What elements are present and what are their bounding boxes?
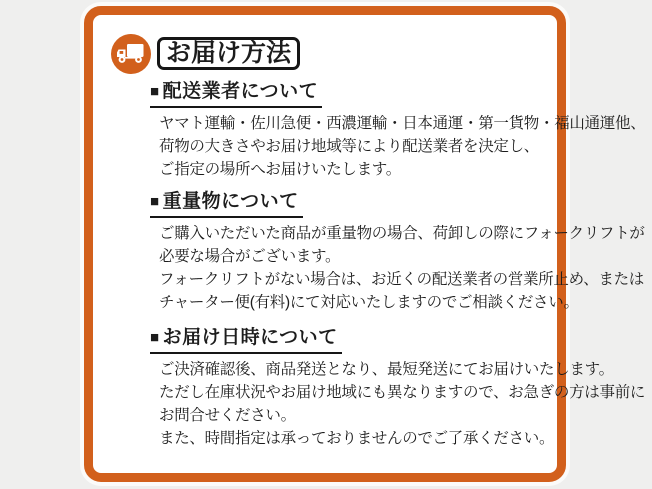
section-delivery-datetime: [150, 327, 646, 450]
section-heavy-items-body: [159, 222, 645, 314]
body-line: ご指定の場所へお届けいたします。: [159, 161, 401, 178]
section-carriers-body: [159, 112, 646, 181]
body-line: ヤマト運輸・佐川急便・西濃運輸・日本通運・第一貨物・福山通運他、: [159, 115, 646, 132]
body-line: ご決済確認後、商品発送となり、最短発送にてお届けいたします。: [159, 361, 614, 378]
section-carriers-title: 配送業者について: [162, 81, 319, 102]
section-delivery-datetime-heading: [150, 327, 342, 354]
body-line: ご購入いただいた商品が重量物の場合、荷卸しの際にフォークリフトが: [159, 225, 645, 242]
body-line: フォークリフトがない場合は、お近くの配送業者の営業所止め、または: [159, 271, 645, 288]
page-title-box: [157, 37, 300, 70]
truck-icon: [111, 34, 151, 74]
section-heavy-items: [150, 191, 645, 314]
body-line: 荷物の大きさやお届け地域等により配送業者を決定し、: [159, 138, 540, 155]
square-bullet-icon: ■: [150, 329, 160, 346]
section-heavy-items-title: 重量物について: [162, 191, 299, 212]
card-inner: [93, 15, 646, 473]
square-bullet-icon: ■: [150, 83, 160, 100]
page-title: お届け方法: [166, 39, 292, 67]
section-carriers: [150, 81, 646, 181]
section-delivery-datetime-title: お届け日時について: [162, 327, 338, 348]
square-bullet-icon: ■: [150, 193, 160, 210]
body-line: チャーター便(有料)にて対応いたしますのでご相談ください。: [159, 294, 579, 311]
delivery-info-card: [84, 6, 646, 482]
section-carriers-heading: [150, 81, 322, 108]
section-delivery-datetime-body: [159, 358, 646, 450]
section-heavy-items-heading: [150, 191, 303, 218]
body-line: また、時間指定は承っておりませんのでご了承ください。: [159, 430, 555, 447]
body-line: 必要な場合がございます。: [159, 248, 341, 265]
body-line: お問合せください。: [159, 407, 296, 424]
body-line: ただし在庫状況やお届け地域にも異なりますので、お急ぎの方は事前に: [159, 384, 646, 401]
